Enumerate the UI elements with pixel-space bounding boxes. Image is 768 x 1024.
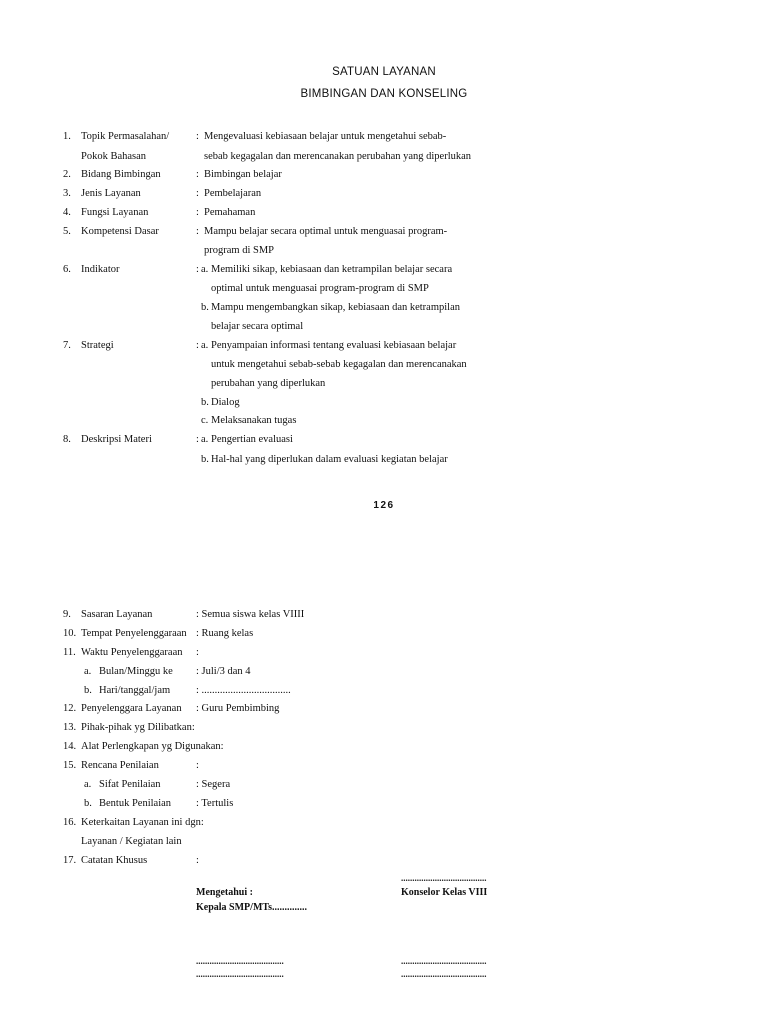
item-number: 8.	[63, 434, 71, 445]
item-label: Alat Perlengkapan yg Digunakan:	[81, 741, 224, 752]
item-label: Fungsi Layanan	[81, 207, 149, 218]
item-number: 7.	[63, 340, 71, 351]
item-label: Jenis Layanan	[81, 188, 141, 199]
item-label: Bidang Bimbingan	[81, 169, 161, 180]
item-separator: :	[196, 264, 199, 275]
item-number: 9.	[63, 609, 71, 620]
sub-value: Dialog	[211, 397, 240, 408]
signature-dots: ......................................	[401, 956, 487, 966]
item-label: Tempat Penyelenggaraan	[81, 628, 187, 639]
signature-left-subtitle: Kepala SMP/MTs..............	[196, 902, 308, 913]
item-value: Pemahaman	[204, 207, 256, 218]
item-label: Topik Permasalahan/	[81, 131, 170, 142]
sub-value: belajar secara optimal	[211, 321, 304, 332]
sub-value: Memiliki sikap, kebiasaan dan ketrampilan belajar secara	[211, 264, 453, 275]
item-number: 17.	[63, 855, 77, 866]
item-number: 12.	[63, 703, 77, 714]
signature-dots: ......................................	[401, 969, 487, 979]
item-label: Kompetensi Dasar	[81, 226, 159, 237]
item-value: : Guru Pembimbing	[196, 703, 280, 714]
item-value: :	[196, 647, 199, 658]
item-label: Deskripsi Materi	[81, 434, 152, 445]
sub-letter: b.	[84, 798, 92, 809]
item-number: 5.	[63, 226, 71, 237]
item-number: 10.	[63, 628, 77, 639]
sub-value: perubahan yang diperlukan	[211, 378, 326, 389]
doc-title-line1: SATUAN LAYANAN	[332, 66, 436, 78]
sub-letter: b.	[201, 397, 209, 408]
item-label: Indikator	[81, 264, 120, 275]
item-separator: :	[196, 131, 199, 142]
item-value: Bimbingan belajar	[204, 169, 282, 180]
item-label: Penyelenggara Layanan	[81, 703, 182, 714]
sub-letter: a.	[201, 340, 209, 351]
page-number: 126	[373, 500, 395, 511]
item-label: Keterkaitan Layanan ini dgn:	[81, 817, 204, 828]
signature-dots: .......................................	[196, 956, 284, 966]
item-label: Waktu Penyelenggaraan	[81, 647, 183, 658]
signature-right-title: Konselor Kelas VIII	[401, 887, 488, 898]
sub-value: Hal-hal yang diperlukan dalam evaluasi kegiatan belajar	[211, 454, 448, 465]
item-number: 6.	[63, 264, 71, 275]
sub-value: Penyampaian informasi tentang evaluasi kebiasaan belajar	[211, 340, 457, 351]
item-value: :	[196, 760, 199, 771]
item-number: 4.	[63, 207, 71, 218]
sub-value: untuk mengetahui sebab-sebab kegagalan dan merencanakan	[211, 359, 467, 370]
item-separator: :	[196, 188, 199, 199]
sub-letter: a.	[84, 666, 92, 677]
item-number: 11.	[63, 647, 76, 658]
item-separator: :	[196, 169, 199, 180]
doc-title-line2: BIMBINGAN DAN KONSELING	[300, 88, 468, 100]
item-separator: :	[196, 207, 199, 218]
item-separator: :	[196, 340, 199, 351]
signature-left-title: Mengetahui :	[196, 887, 253, 898]
sub-value: Melaksanakan tugas	[211, 415, 297, 426]
item-value: : Tertulis	[196, 798, 234, 809]
item-number: 3.	[63, 188, 71, 199]
item-value: program di SMP	[204, 245, 275, 256]
item-value: Mampu belajar secara optimal untuk menguasai program-	[204, 226, 448, 237]
item-value: : Semua siswa kelas VIIII	[196, 609, 305, 620]
sub-letter: a.	[201, 264, 209, 275]
item-value: : Juli/3 dan 4	[196, 666, 251, 677]
item-separator: :	[196, 226, 199, 237]
item-label: Sasaran Layanan	[81, 609, 153, 620]
signature-dots: .......................................	[196, 969, 284, 979]
sub-letter: b.	[201, 302, 209, 313]
item-label: Sifat Penilaian	[99, 779, 161, 790]
item-label: Bentuk Penilaian	[99, 798, 172, 809]
item-number: 2.	[63, 169, 71, 180]
item-label: Hari/tanggal/jam	[99, 685, 171, 696]
sub-letter: a.	[201, 434, 209, 445]
item-label: Catatan Khusus	[81, 855, 148, 866]
item-value: : Segera	[196, 779, 231, 790]
sub-value: Pengertian evaluasi	[211, 434, 293, 445]
sub-value: optimal untuk menguasai program-program di SMP	[211, 283, 429, 294]
item-number: 14.	[63, 741, 77, 752]
item-value: sebab kegagalan dan merencanakan perubahan yang diperlukan	[204, 151, 472, 162]
item-label: Pokok Bahasan	[81, 151, 147, 162]
sub-letter: b.	[201, 454, 209, 465]
item-value: Pembelajaran	[204, 188, 262, 199]
signature-dots: ......................................	[401, 873, 487, 883]
item-label: Pihak-pihak yg Dilibatkan:	[81, 722, 195, 733]
item-label: Rencana Penilaian	[81, 760, 159, 771]
item-value: Mengevaluasi kebiasaan belajar untuk mengetahui sebab-	[204, 131, 447, 142]
item-number: 1.	[63, 131, 71, 142]
item-separator: :	[196, 434, 199, 445]
item-number: 16.	[63, 817, 77, 828]
item-number: 15.	[63, 760, 77, 771]
item-label: Layanan / Kegiatan lain	[81, 836, 182, 847]
item-value: : Ruang kelas	[196, 628, 254, 639]
sub-letter: b.	[84, 685, 92, 696]
sub-value: Mampu mengembangkan sikap, kebiasaan dan ketrampilan	[211, 302, 461, 313]
sub-letter: a.	[84, 779, 92, 790]
item-value: :	[196, 855, 199, 866]
sub-letter: c.	[201, 415, 209, 426]
item-label: Strategi	[81, 340, 114, 351]
item-value: : ..................................	[196, 685, 291, 696]
item-label: Bulan/Minggu ke	[99, 666, 173, 677]
item-number: 13.	[63, 722, 77, 733]
